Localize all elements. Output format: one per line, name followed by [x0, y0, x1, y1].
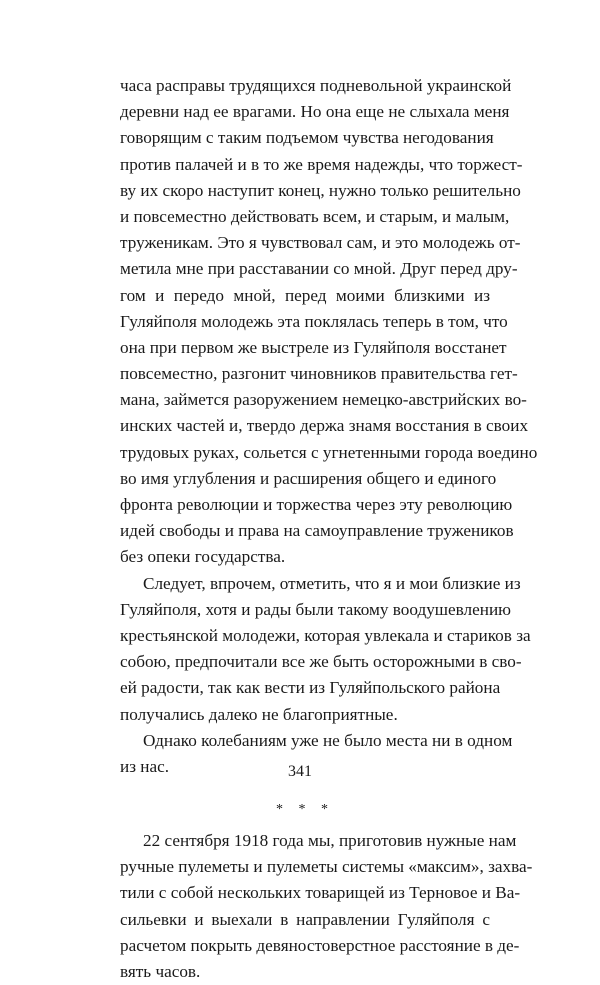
- text-line: Следует, впрочем, отметить, что я и мои близкие из: [143, 573, 521, 593]
- text-line: идей свободы и права на самоуправление тружеников: [120, 521, 514, 541]
- text-line: 22 сентября 1918 года мы, приготовив нужные нам: [143, 831, 517, 851]
- text-line: повсеместно, разгонит чиновников правительства гет-: [120, 364, 518, 384]
- page-body: [120, 73, 538, 985]
- text-line: получались далеко не благоприятные.: [120, 704, 398, 724]
- text-line: Гуляйполя молодежь эта поклялась теперь в том, что: [120, 311, 508, 331]
- text-line: против палачей и в то же время надежды, что торжест-: [120, 154, 523, 174]
- paragraph: [120, 571, 531, 728]
- text-line: Однако колебаниям уже не было места ни в одном: [143, 730, 513, 750]
- text-line: мана, займется разоружением немецко-австрийских во-: [120, 390, 527, 410]
- text-line: и повсеместно действовать всем, и старым, и малым,: [120, 206, 510, 226]
- text-line: ей радости, так как вести из Гуляйпольского района: [120, 678, 501, 698]
- text-line: без опеки государства.: [120, 547, 286, 567]
- text-line: тили с собой нескольких товарищей из Терновое и Ва-: [120, 883, 521, 903]
- text-line: ву их скоро наступит конец, нужно только решительно: [120, 180, 521, 200]
- text-line: сильевки и выехали в направлении Гуляйполя с: [120, 909, 490, 929]
- text-block-main: [120, 73, 538, 780]
- text-line: труженикам. Это я чувствовал сам, и это молодежь от-: [120, 233, 521, 253]
- text-line: гом и передо мной, перед моими близкими из: [120, 285, 490, 305]
- text-line: метила мне при расставании со мной. Друг перед дру-: [120, 259, 518, 279]
- text-line: вять часов.: [120, 962, 201, 981]
- text-line: трудовых руках, сольется с угнетенными города воедино: [120, 442, 538, 462]
- text-line: говорящим с таким подъемом чувства негодования: [120, 128, 494, 148]
- text-line: Гуляйполя, хотя и рады были такому воодушевлению: [120, 599, 511, 619]
- text-line: ручные пулеметы и пулеметы системы «максим», захва-: [120, 857, 533, 877]
- text-line: из нас.: [120, 756, 170, 776]
- text-line: деревни над ее врагами. Но она еще не слыхала меня: [120, 102, 510, 122]
- page-number: 341: [288, 763, 312, 780]
- paragraph: [120, 73, 538, 571]
- text-line: она при первом же выстреле из Гуляйполя восстанет: [120, 337, 507, 357]
- text-line: крестьянской молодежи, которая увлекала и стариков за: [120, 625, 531, 645]
- section-separator: * * *: [276, 802, 334, 818]
- text-line: инских частей и, твердо держа знамя восстания в своих: [120, 416, 529, 436]
- text-line: часа расправы трудящихся подневольной украинской: [120, 76, 512, 95]
- text-line: фронта революции и торжества через эту революцию: [120, 495, 513, 514]
- text-line: расчетом покрыть девяностоверстное расстояние в де-: [120, 935, 520, 955]
- text-line: во имя углубления и расширения общего и единого: [120, 468, 497, 488]
- text-line: собою, предпочитали все же быть осторожными в сво-: [120, 652, 522, 672]
